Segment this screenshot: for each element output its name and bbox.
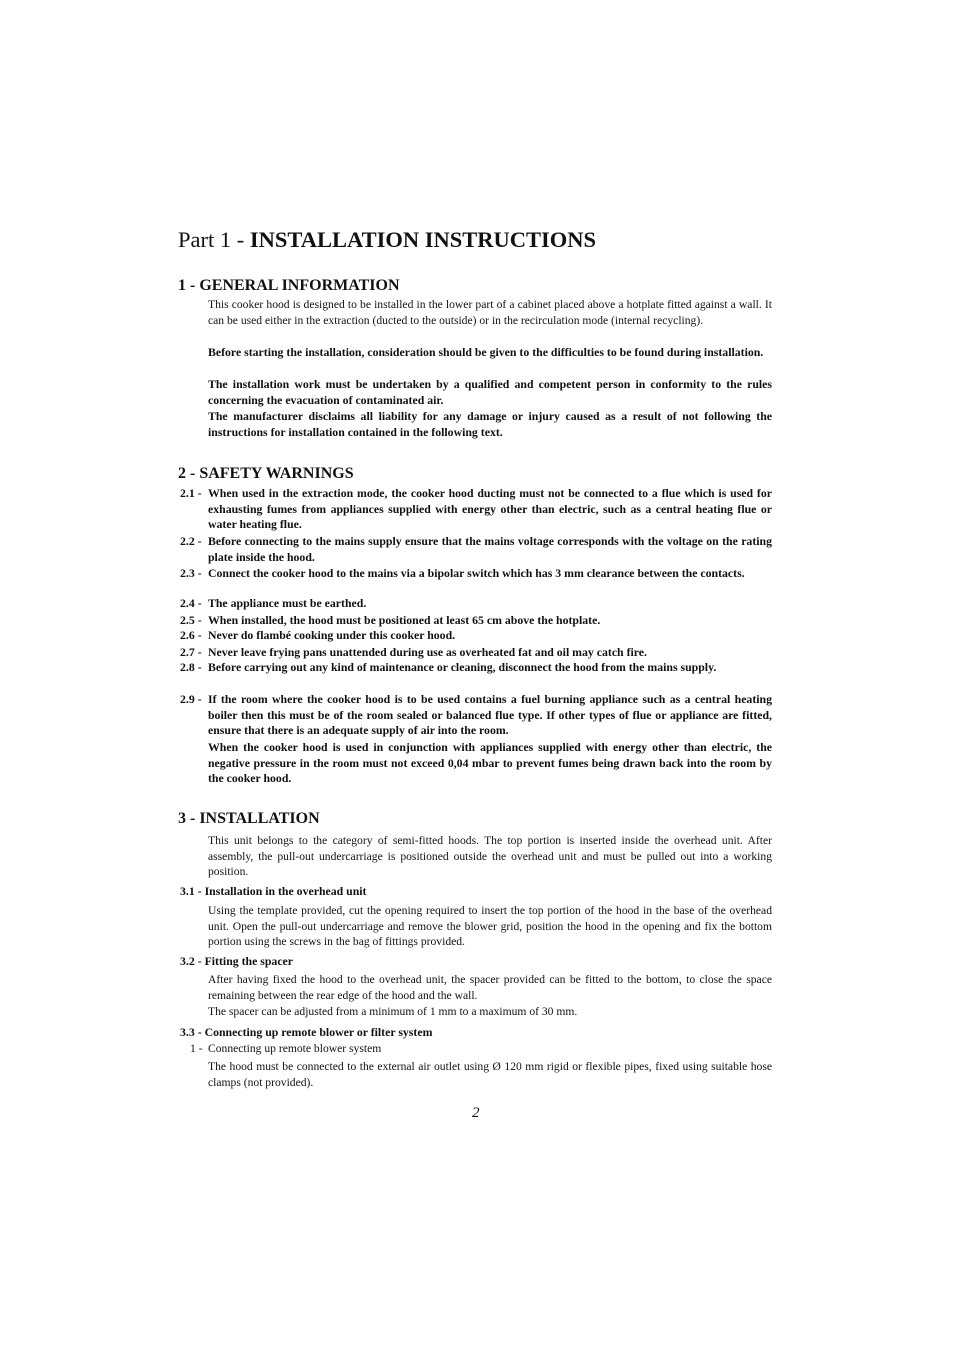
subsection-3-3-text: The hood must be connected to the external air outlet using Ø 120 mm rigid or flexible pipes, fixed using suitable hose clamps (not provided). [208,1060,772,1089]
section-3-heading: 3 - INSTALLATION [178,810,320,827]
warning-number: 2.1 - [180,486,202,500]
warning-text: Connect the cooker hood to the mains via a bipolar switch which has 3 mm clearance between the contacts. [208,566,745,580]
warning-text: Before connecting to the mains supply ensure that the mains voltage corresponds with the voltage on the rating plate inside the hood. [208,534,772,564]
warning-number: 2.7 - [180,645,202,659]
section-1-bold-2: The installation work must be undertaken by a qualified and competent person in conformity to the rules concerning the evacuation of contaminated air. [208,377,772,407]
warning-text: Never leave frying pans unattended during use as overheated fat and oil may catch fire. [208,645,647,659]
subsection-3-1-text: Using the template provided, cut the opening required to insert the top portion of the hood in the base of the overhead unit. Open the pull-out undercarriage and remove the blower grid, position the hood in the opening and fix the bottom portion using the screws in the bag of fittings provided. [208,904,772,949]
subsection-3-2-text-2: The spacer can be adjusted from a minimum of 1 mm to a maximum of 30 mm. [208,1005,578,1018]
warning-text: When used in the extraction mode, the cooker hood ducting must not be connected to a flue which is used for exhausting fumes from appliances supplied with energy other than electric, such as a central heating flue or water heating flue. [208,486,772,532]
section-3-intro: This unit belongs to the category of semi-fitted hoods. The top portion is inserted inside the overhead unit. After assembly, the pull-out undercarriage is positioned outside the overhead unit and must be pulled out into a working position. [208,834,772,879]
section-1-heading: 1 - GENERAL INFORMATION [178,277,400,294]
warning-text-continued: When the cooker hood is used in conjunction with appliances supplied with energy other than electric, the negative pressure in the room must not exceed 0,04 mbar to prevent fumes being drawn back into the room by the cooker hood. [208,740,772,786]
warning-number: 2.4 - [180,596,202,610]
subsection-3-3-item-label: Connecting up remote blower system [208,1042,382,1055]
section-2-heading: 2 - SAFETY WARNINGS [178,465,354,482]
warning-text: The appliance must be earthed. [208,596,367,610]
section-1-bold-1: Before starting the installation, consideration should be given to the difficulties to be found during installation. [208,345,764,359]
warning-number: 2.6 - [180,628,202,642]
warning-number: 2.8 - [180,660,202,674]
subsection-3-2-heading: 3.2 - Fitting the spacer [180,954,294,968]
section-1-intro: This cooker hood is designed to be installed in the lower part of a cabinet placed above a hotplate fitted against a wall. It can be used either in the extraction (ducted to the outside) or in the recirculation mode (internal recycling). [208,298,772,327]
title-part: Part 1 - [178,227,245,252]
warning-number: 2.2 - [180,534,202,548]
warning-number: 2.3 - [180,566,202,580]
subsection-3-3-item-number: 1 - [190,1042,203,1055]
subsection-3-2-text: After having fixed the hood to the overhead unit, the spacer provided can be fitted to the bottom, to close the space remaining between the rear edge of the hood and the wall. [208,973,772,1002]
warning-text: If the room where the cooker hood is to be used contains a fuel burning appliance such as a central heating boiler then this must be of the room sealed or balanced flue type. If other types of flue or appliance are fitted, ensure that there is an adequate supply of air into the room. [208,692,772,738]
section-1-bold-3: The manufacturer disclaims all liability for any damage or injury caused as a result of not following the instructions for installation contained in the following text. [208,409,772,439]
page-title [178,226,596,254]
warning-text: When installed, the hood must be positioned at least 65 cm above the hotplate. [208,613,601,627]
subsection-3-3-heading: 3.3 - Connecting up remote blower or filter system [180,1025,433,1039]
subsection-3-1-heading: 3.1 - Installation in the overhead unit [180,884,367,898]
warning-number: 2.5 - [180,613,202,627]
page-number: 2 [472,1105,480,1121]
warning-number: 2.9 - [180,692,202,706]
warning-text: Before carrying out any kind of maintenance or cleaning, disconnect the hood from the mains supply. [208,660,717,674]
warning-text: Never do flambé cooking under this cooker hood. [208,628,456,642]
title-main: INSTALLATION INSTRUCTIONS [249,227,597,252]
